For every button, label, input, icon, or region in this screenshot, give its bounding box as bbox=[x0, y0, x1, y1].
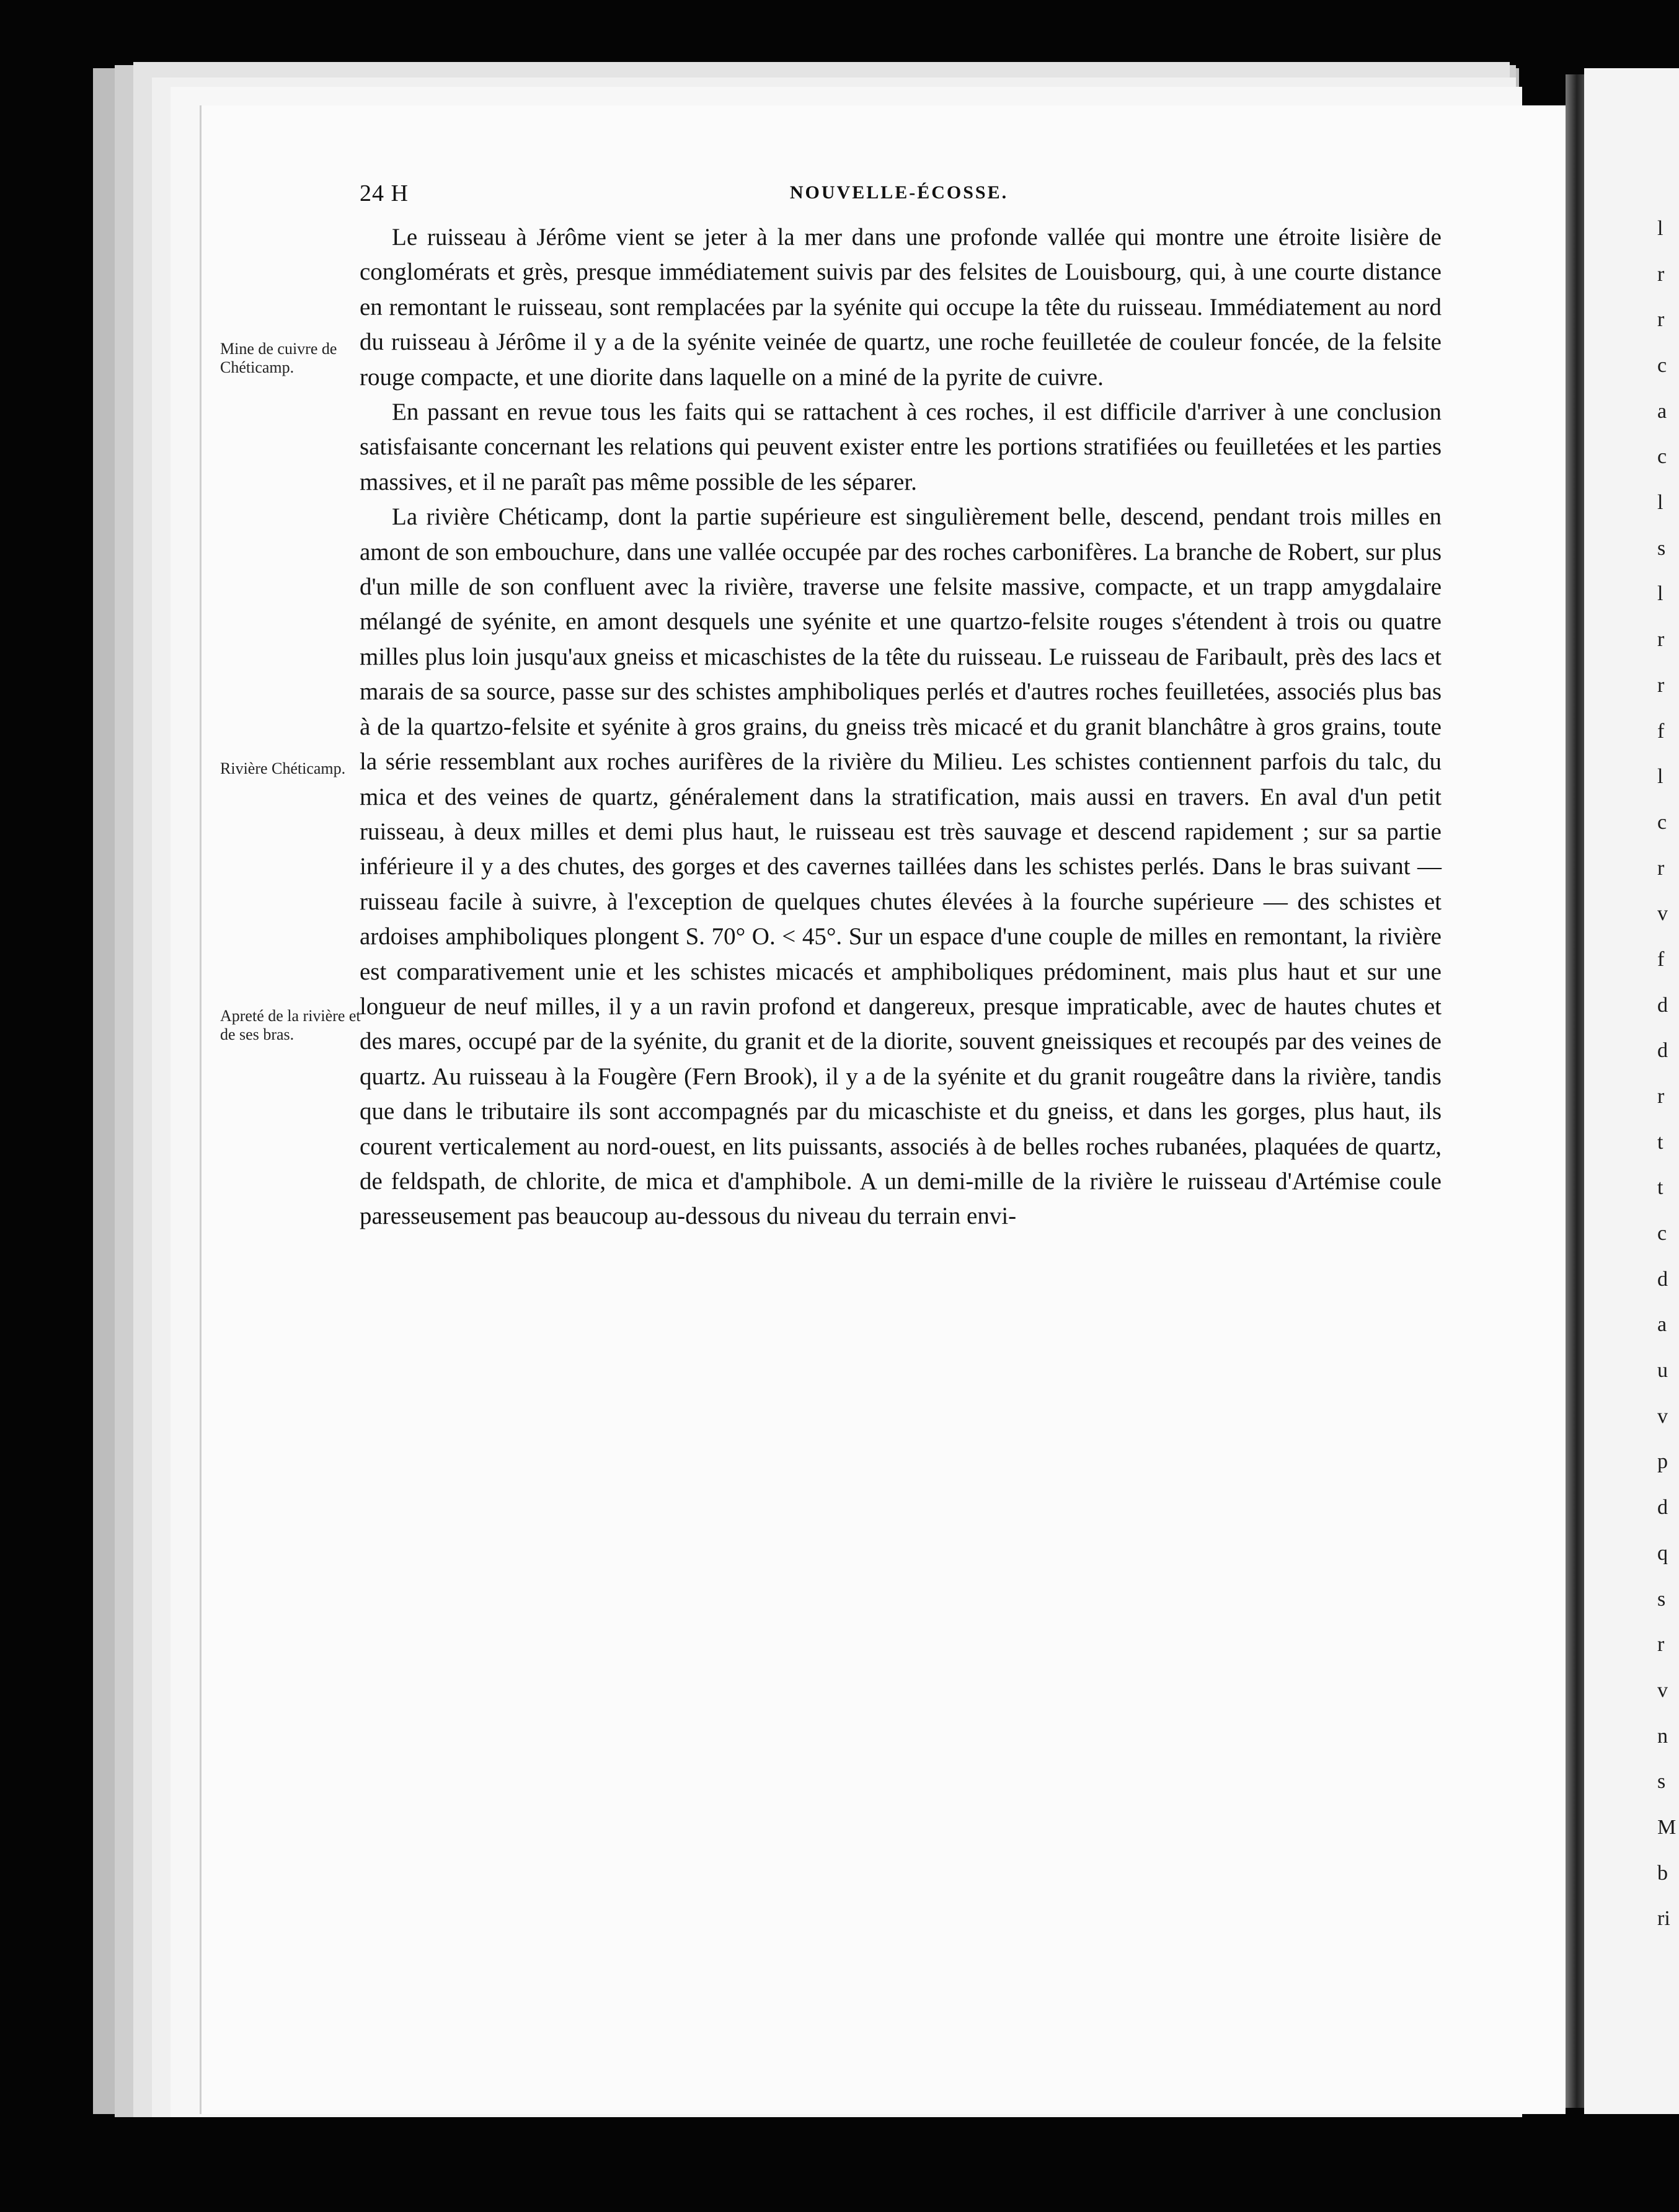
facing-page-fragment: l bbox=[1657, 217, 1663, 240]
facing-page-fragment: s bbox=[1657, 1770, 1666, 1794]
margin-note-riviere: Rivière Chéticamp. bbox=[220, 759, 346, 777]
margin-note-mine: Mine de cuivre de Chéticamp. bbox=[220, 340, 337, 376]
facing-page-fragment: r bbox=[1657, 1085, 1665, 1108]
facing-page-fragment: c bbox=[1657, 354, 1667, 378]
facing-page-fragment: d bbox=[1657, 993, 1668, 1017]
facing-page-fragment: v bbox=[1657, 902, 1668, 926]
facing-page-fragment: t bbox=[1657, 1176, 1663, 1200]
facing-page-fragment: l bbox=[1657, 765, 1663, 789]
paragraph: En passant en revue tous les faits qui se rattachent à ces roches, il est difficile d'arriver à une conclusion satisfaisante concernant les relations qui peuvent exister entre les portions stratifiées ou feuilletées et les parties massives, et il ne paraît pas même possible de les séparer. bbox=[360, 399, 1442, 495]
facing-page-fragment: a bbox=[1657, 1313, 1667, 1337]
running-title: NOUVELLE-ÉCOSSE. bbox=[789, 182, 1009, 203]
facing-page-fragment: l bbox=[1657, 491, 1663, 515]
facing-page-fragment: d bbox=[1657, 1267, 1668, 1291]
facing-page-fragment: d bbox=[1657, 1496, 1668, 1520]
facing-page-fragment: s bbox=[1657, 1587, 1666, 1611]
body-text bbox=[360, 220, 1442, 1234]
facing-page-fragment: q bbox=[1657, 1541, 1668, 1565]
book-gutter bbox=[1566, 74, 1584, 2108]
page-number: 24 H bbox=[360, 180, 409, 206]
facing-page-fragment: n bbox=[1657, 1724, 1668, 1748]
facing-page-fragment: v bbox=[1657, 1678, 1668, 1702]
facing-page-fragment: c bbox=[1657, 810, 1667, 834]
margin-note-aprete: Apreté de la rivière et de ses bras. bbox=[220, 1007, 361, 1043]
facing-page-fragment: l bbox=[1657, 582, 1663, 606]
facing-page-fragment: r bbox=[1657, 1633, 1665, 1657]
facing-page-fragment: a bbox=[1657, 399, 1667, 423]
facing-page-fragment: f bbox=[1657, 947, 1665, 971]
facing-page-fragment: c bbox=[1657, 445, 1667, 469]
facing-page-fragment: f bbox=[1657, 719, 1665, 743]
facing-page-fragment: r bbox=[1657, 262, 1665, 286]
facing-page-fragment: r bbox=[1657, 673, 1665, 697]
facing-page-fragment: ri bbox=[1657, 1907, 1670, 1931]
facing-page-fragment: p bbox=[1657, 1450, 1668, 1474]
facing-page-fragment: u bbox=[1657, 1359, 1668, 1382]
facing-page-strip bbox=[1584, 68, 1679, 2114]
facing-page-fragment: d bbox=[1657, 1039, 1668, 1063]
facing-page-fragment: r bbox=[1657, 628, 1665, 652]
facing-page-fragment: c bbox=[1657, 1222, 1667, 1245]
facing-page-fragment: M bbox=[1657, 1815, 1677, 1839]
facing-page-fragment: t bbox=[1657, 1130, 1663, 1154]
facing-page-fragment: s bbox=[1657, 536, 1666, 560]
facing-page-fragment: r bbox=[1657, 308, 1665, 332]
facing-page-fragment: v bbox=[1657, 1404, 1668, 1428]
facing-page-fragment: b bbox=[1657, 1861, 1668, 1885]
facing-page-fragment: r bbox=[1657, 856, 1665, 880]
paragraph: La rivière Chéticamp, dont la partie supérieure est singulièrement belle, descend, pendant trois milles en amont de son embouchure, dans une vallée occupée par des roches carbonifères. La branche de Robert, sur plus d'un mille de son confluent avec la rivière, traverse une felsite massive, compacte, et un trapp amygdalaire mélangé de syénite, en amont desquels une syénite et une quartzo-felsite rouges s'étendent à trois ou quatre milles plus loin jusqu'aux gneiss et micaschistes de la tête du ruisseau. Le ruisseau de Faribault, près des lacs et marais de sa source, passe sur des schistes amphiboliques perlés et d'autres roches feuilletées, associés plus bas à de la quartzo-felsite et syénite à gros grains, du gneiss très micacé et du granit blanchâtre à gros grains, toute la série ressemblant aux roches aurifères de la rivière du Milieu. Les schistes contiennent parfois du talc, du mica et des veines de quartz, généralement dans la stratification, mais aussi en travers. En aval d'un petit ruisseau, à deux milles et demi plus haut, le ruisseau est très sauvage et descend rapidement ; sur sa partie inférieure il y a des chutes, des gorges et des cavernes taillées dans les schistes perlés. Dans le bras suivant — ruisseau facile à suivre, à l'exception de quelques chutes élevées à la fourche supérieure — des schistes et ardoises amphiboliques plongent S. 70° O. < 45°. Sur un espace d'une couple de milles en remontant, la rivière est comparativement unie et les schistes micacés et amphiboliques prédominent, mais plus haut et sur une longueur de neuf milles, il y a un ravin profond et dangereux, presque impraticable, avec de hautes chutes et des mares, occupé par de la syénite, du granit et de la diorite, souvent gneissiques et recoupés par des veines de quartz. Au ruisseau à la Fougère (Fern Brook), il y a de la syénite et du granit rougeâtre dans la rivière, tandis que dans le tributaire ils sont accompagnés par du micaschiste et du gneiss, et dans les gorges, plus haut, ils courent verticalement au nord-ouest, en lits puissants, associés à de belles roches rubanées, plaquées de quartz, de feldspath, de chlorite, de mica et d'amphibole. A un demi-mille de la rivière le ruisseau d'Artémise coule paresseusement pas beaucoup au-dessous du niveau du terrain envi- bbox=[360, 503, 1442, 1230]
paragraph: Le ruisseau à Jérôme vient se jeter à la mer dans une profonde vallée qui montre une étroite lisière de conglomérats et grès, presque immédiatement suivis par des felsites de Louisbourg, qui, à une courte distance en remontant le ruisseau, sont remplacées par la syénite qui occupe la tête du ruisseau. Immédiatement au nord du ruisseau à Jérôme il y a de la syénite veinée de quartz, une roche feuilletée de couleur foncée, de la felsite rouge compacte, et une diorite dans laquelle on a miné de la pyrite de cuivre. bbox=[360, 224, 1442, 391]
